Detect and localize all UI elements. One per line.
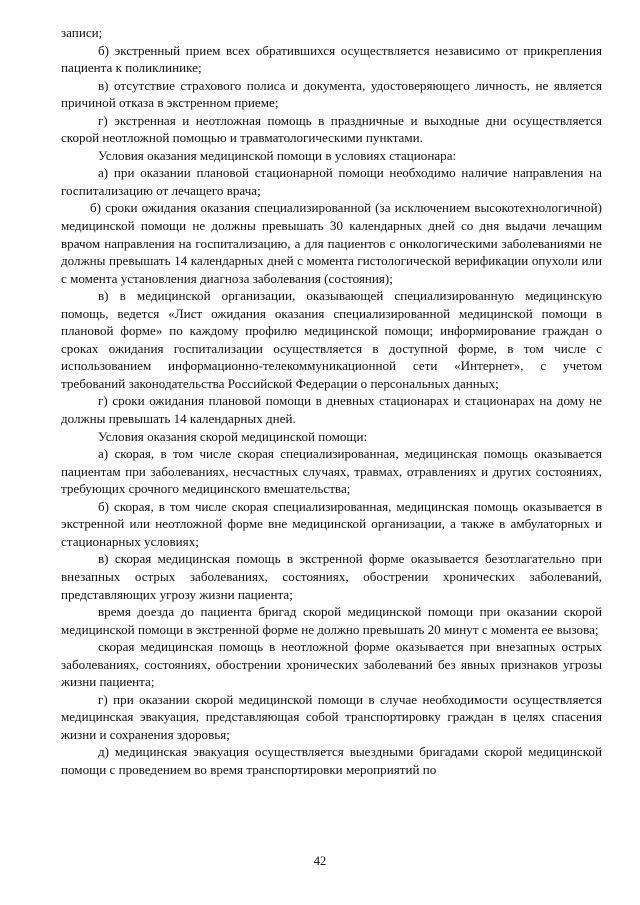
document-page [61,24,602,779]
paragraph-continuation: записи; [61,25,103,40]
paragraph-urgent-form: скорая медицинская помощь в неотложной форме оказывается при внезапных острых заболеваниях, состояниях, обострении хронических заболеваний без явных признаков угрозы жизни пациента; [61,639,602,690]
paragraph-item-g: г) экстренная и неотложная помощь в праздничные и выходные дни осуществляется скорой неотложной помощью и травматологическими пунктами. [61,112,602,146]
paragraph-ambulance-v: в) скорая медицинская помощь в экстренной форме оказывается безотлагательно при внезапных острых заболеваниях, состояниях, обострении хронических заболеваний, представляющих угрозу жизни пациента; [61,551,602,602]
paragraph-item-v: в) отсутствие страхового полиса и документа, удостоверяющего личность, не является причиной отказа в экстренном приеме; [61,77,602,111]
paragraph-inpatient-v: в) в медицинской организации, оказывающей специализированную медицинскую помощь, ведется «Лист ожидания оказания специализированной медицинской помощи в плановой форме» по каждому профилю медицинской помощи; информирование граждан о сроках ожидания госпитализации осуществляется в доступной форме, в том числе с использованием информационно-телекоммуникационной сети «Интернет», с учетом требований законодательства Российской Федерации о персональных данных; [61,288,602,391]
section-heading-ambulance: Условия оказания скорой медицинской помощи: [98,428,368,444]
section-heading-inpatient: Условия оказания медицинской помощи в условиях стационара: [98,147,457,163]
page-number: 42 [313,854,327,868]
paragraph-inpatient-g: г) сроки ожидания плановой помощи в дневных стационарах и стационарах на дому не должны превышать 14 календарных дней. [61,393,602,427]
paragraph-ambulance-b: б) скорая, в том числе скорая специализированная, медицинская помощь оказывается в экстренной или неотложной форме вне медицинской организации, а также в амбулаторных и стационарных условиях; [61,498,602,549]
paragraph-ambulance-a: а) скорая, в том числе скорая специализированная, медицинская помощь оказывается пациентам при заболеваниях, несчастных случаях, травмах, отравлениях и других состояниях, требующих срочного медицинского вмешательства; [61,446,602,497]
paragraph-ambulance-d: д) медицинская эвакуация осуществляется выездными бригадами скорой медицинской помощи с проведением во время транспортировки мероприятий по [61,744,602,777]
paragraph-item-b: б) экстренный прием всех обратившихся осуществляется независимо от прикрепления пациента к поликлинике; [61,42,602,76]
paragraph-inpatient-b: б) сроки ожидания оказания специализированной (за исключением высокотехнологичной) медицинской помощи не должны превышать 30 календарных дней со дня выдачи лечащим врачом направления на госпитализацию, а для пациентов с онкологическими заболеваниями не должны превышать 14 календарных дней с момента гистологической верификации опухоли или с момента установления диагноза заболевания (состояния); [61,200,602,286]
paragraph-ambulance-g: г) при оказании скорой медицинской помощи в случае необходимости осуществляется медицинская эвакуация, представляющая собой транспортировку граждан в целях спасения жизни и сохранения здоровья; [61,691,602,742]
paragraph-inpatient-a: а) при оказании плановой стационарной помощи необходимо наличие направления на госпитализацию от лечащего врача; [61,165,602,198]
paragraph-arrival-time: время доезда до пациента бригад скорой медицинской помощи при оказании скорой медицинской помощи в экстренной форме не должно превышать 20 минут с момента ее вызова; [61,604,602,637]
